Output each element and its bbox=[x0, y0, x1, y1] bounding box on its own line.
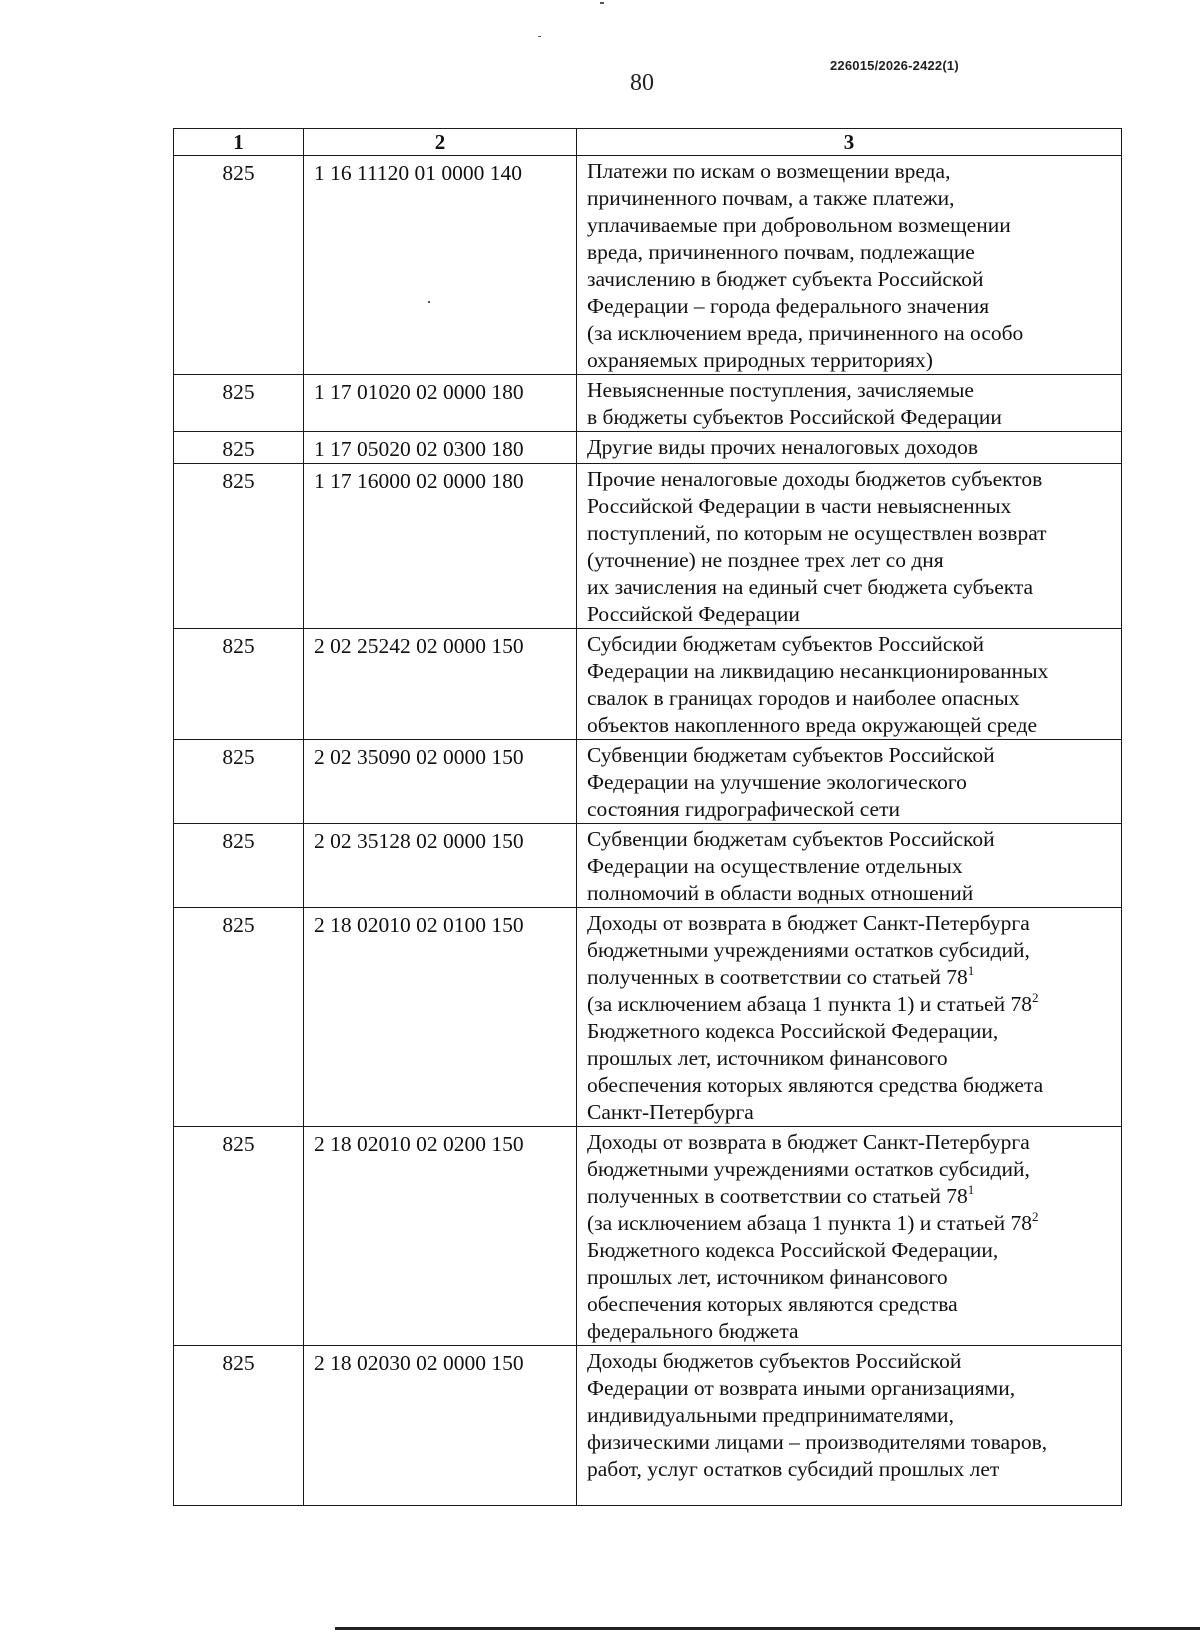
table-row bbox=[174, 432, 1122, 464]
revenue-name-cell bbox=[577, 740, 1122, 824]
revenue-name-cell bbox=[577, 156, 1122, 375]
admin-code-cell: 825 bbox=[174, 464, 304, 629]
scan-artifact bbox=[538, 36, 541, 37]
superscript: 2 bbox=[1031, 1209, 1039, 1224]
revenue-name-cell bbox=[577, 1346, 1122, 1506]
superscript: 1 bbox=[967, 963, 975, 978]
revenue-name-cell bbox=[577, 464, 1122, 629]
text-line: Другие виды прочих неналоговых доходов bbox=[587, 435, 979, 459]
admin-code-cell: 825 bbox=[174, 1127, 304, 1346]
superscript: 1 bbox=[967, 1182, 975, 1197]
text-line: Доходы от возврата в бюджет Санкт-Петербурга bbox=[587, 1130, 1030, 1154]
text-line: Субсидии бюджетам субъектов Российской bbox=[587, 632, 985, 656]
revenue-name-cell bbox=[577, 432, 1122, 464]
text-line: вреда, причиненного почвам, подлежащие bbox=[587, 240, 975, 264]
text-line: Платежи по искам о возмещении вреда, bbox=[587, 159, 951, 183]
revenue-name-cell bbox=[577, 1127, 1122, 1346]
text-line: прошлых лет, источником финансового bbox=[587, 1265, 948, 1289]
text-fragment: полученных в соответствии со статьей 78 bbox=[587, 1184, 968, 1208]
text-line: обеспечения которых являются средства bbox=[587, 1292, 958, 1316]
text-line: физическими лицами – производителями товаров, bbox=[587, 1430, 1048, 1454]
table-row bbox=[174, 1346, 1122, 1506]
text-line: бюджетными учреждениями остатков субсидий, bbox=[587, 938, 1030, 962]
text-line: федерального бюджета bbox=[587, 1319, 799, 1343]
text-line: Федерации на осуществление отдельных bbox=[587, 854, 963, 878]
text-line: полномочий в области водных отношений bbox=[587, 881, 974, 905]
budget-code-cell: 1 17 16000 02 0000 180 bbox=[304, 464, 577, 629]
text-fragment: полученных в соответствии со статьей 78 bbox=[587, 965, 968, 989]
table-row bbox=[174, 908, 1122, 1127]
admin-code-cell: 825 bbox=[174, 156, 304, 375]
text-line: охраняемых природных территориях) bbox=[587, 348, 933, 372]
text-line: Доходы от возврата в бюджет Санкт-Петербурга bbox=[587, 911, 1030, 935]
text-line: состояния гидрографической сети bbox=[587, 797, 900, 821]
text-line: Субвенции бюджетам субъектов Российской bbox=[587, 743, 995, 767]
budget-code-cell: 1 16 11120 01 0000 140 bbox=[304, 156, 577, 375]
text-line: Прочие неналоговые доходы бюджетов субъектов bbox=[587, 467, 1043, 491]
budget-code-cell: 2 02 35128 02 0000 150 bbox=[304, 824, 577, 908]
table-row bbox=[174, 375, 1122, 432]
text-line: обеспечения которых являются средства бюджета bbox=[587, 1073, 1044, 1097]
text-line: свалок в границах городов и наиболее опасных bbox=[587, 686, 1020, 710]
budget-code-cell: 2 18 02030 02 0000 150 bbox=[304, 1346, 577, 1506]
budget-code-cell: 1 17 01020 02 0000 180 bbox=[304, 375, 577, 432]
superscript: 2 bbox=[1031, 990, 1039, 1005]
column-header-admin: 1 bbox=[174, 129, 304, 156]
table-row bbox=[174, 824, 1122, 908]
text-line: Российской Федерации в части невыясненных bbox=[587, 494, 1012, 518]
column-header-code: 2 bbox=[304, 129, 577, 156]
budget-code-cell: 2 02 35090 02 0000 150 bbox=[304, 740, 577, 824]
table-row bbox=[174, 629, 1122, 740]
revenue-name-cell bbox=[577, 824, 1122, 908]
text-line: Субвенции бюджетам субъектов Российской bbox=[587, 827, 995, 851]
revenue-name-cell bbox=[577, 375, 1122, 432]
revenue-name-cell bbox=[577, 629, 1122, 740]
admin-code-cell: 825 bbox=[174, 375, 304, 432]
admin-code-cell: 825 bbox=[174, 432, 304, 464]
text-line: Бюджетного кодекса Российской Федерации, bbox=[587, 1238, 999, 1262]
revenue-name-cell bbox=[577, 908, 1122, 1127]
text-line: зачислению в бюджет субъекта Российской bbox=[587, 267, 984, 291]
text-line: в бюджеты субъектов Российской Федерации bbox=[587, 405, 1002, 429]
text-line: Федерации от возврата иными организациями, bbox=[587, 1376, 1016, 1400]
text-line: их зачисления на единый счет бюджета субъекта bbox=[587, 575, 1034, 599]
admin-code-cell: 825 bbox=[174, 1346, 304, 1506]
text-line: (уточнение) не позднее трех лет со дня bbox=[587, 548, 944, 572]
text-line: бюджетными учреждениями остатков субсидий, bbox=[587, 1157, 1030, 1181]
text-fragment: (за исключением абзаца 1 пункта 1) и статьей 78 bbox=[587, 992, 1032, 1016]
text-line bbox=[587, 1210, 1115, 1237]
table-header-row bbox=[174, 129, 1122, 156]
text-fragment: (за исключением абзаца 1 пункта 1) и статьей 78 bbox=[587, 1211, 1032, 1235]
admin-code-cell: 825 bbox=[174, 740, 304, 824]
text-line: Федерации на ликвидацию несанкционированных bbox=[587, 659, 1049, 683]
table-row bbox=[174, 740, 1122, 824]
text-line bbox=[587, 964, 1115, 991]
budget-code-cell: 2 18 02010 02 0100 150 bbox=[304, 908, 577, 1127]
text-line: поступлений, по которым не осуществлен возврат bbox=[587, 521, 1047, 545]
text-line: Доходы бюджетов субъектов Российской bbox=[587, 1349, 962, 1373]
text-line bbox=[587, 991, 1115, 1018]
table-row bbox=[174, 464, 1122, 629]
text-line: уплачиваемые при добровольном возмещении bbox=[587, 213, 1011, 237]
admin-code-cell: 825 bbox=[174, 629, 304, 740]
text-line: работ, услуг остатков субсидий прошлых лет bbox=[587, 1457, 1000, 1481]
text-line: Федерации на улучшение экологического bbox=[587, 770, 967, 794]
text-line: Российской Федерации bbox=[587, 602, 800, 626]
text-line: объектов накопленного вреда окружающей среде bbox=[587, 713, 1038, 737]
revenue-codes-table bbox=[173, 128, 1122, 1506]
table-row bbox=[174, 156, 1122, 375]
text-line: Бюджетного кодекса Российской Федерации, bbox=[587, 1019, 999, 1043]
table-row bbox=[174, 1127, 1122, 1346]
admin-code-cell: 825 bbox=[174, 908, 304, 1127]
budget-code-cell: 1 17 05020 02 0300 180 bbox=[304, 432, 577, 464]
text-line: индивидуальными предпринимателями, bbox=[587, 1403, 954, 1427]
text-line: Санкт-Петербурга bbox=[587, 1100, 754, 1124]
budget-code-cell: 2 18 02010 02 0200 150 bbox=[304, 1127, 577, 1346]
page-number: 80 bbox=[630, 70, 654, 96]
admin-code-cell: 825 bbox=[174, 824, 304, 908]
text-line: причиненного почвам, а также платежи, bbox=[587, 186, 955, 210]
document-code: 226015/2026-2422(1) bbox=[830, 58, 959, 73]
text-line: (за исключением вреда, причиненного на особо bbox=[587, 321, 1024, 345]
text-line bbox=[587, 1183, 1115, 1210]
text-line: Невыясненные поступления, зачисляемые bbox=[587, 378, 974, 402]
budget-code-cell: 2 02 25242 02 0000 150 bbox=[304, 629, 577, 740]
scan-artifact bbox=[600, 2, 604, 4]
column-header-name: 3 bbox=[577, 129, 1122, 156]
text-line: прошлых лет, источником финансового bbox=[587, 1046, 948, 1070]
text-line: Федерации – города федерального значения bbox=[587, 294, 990, 318]
